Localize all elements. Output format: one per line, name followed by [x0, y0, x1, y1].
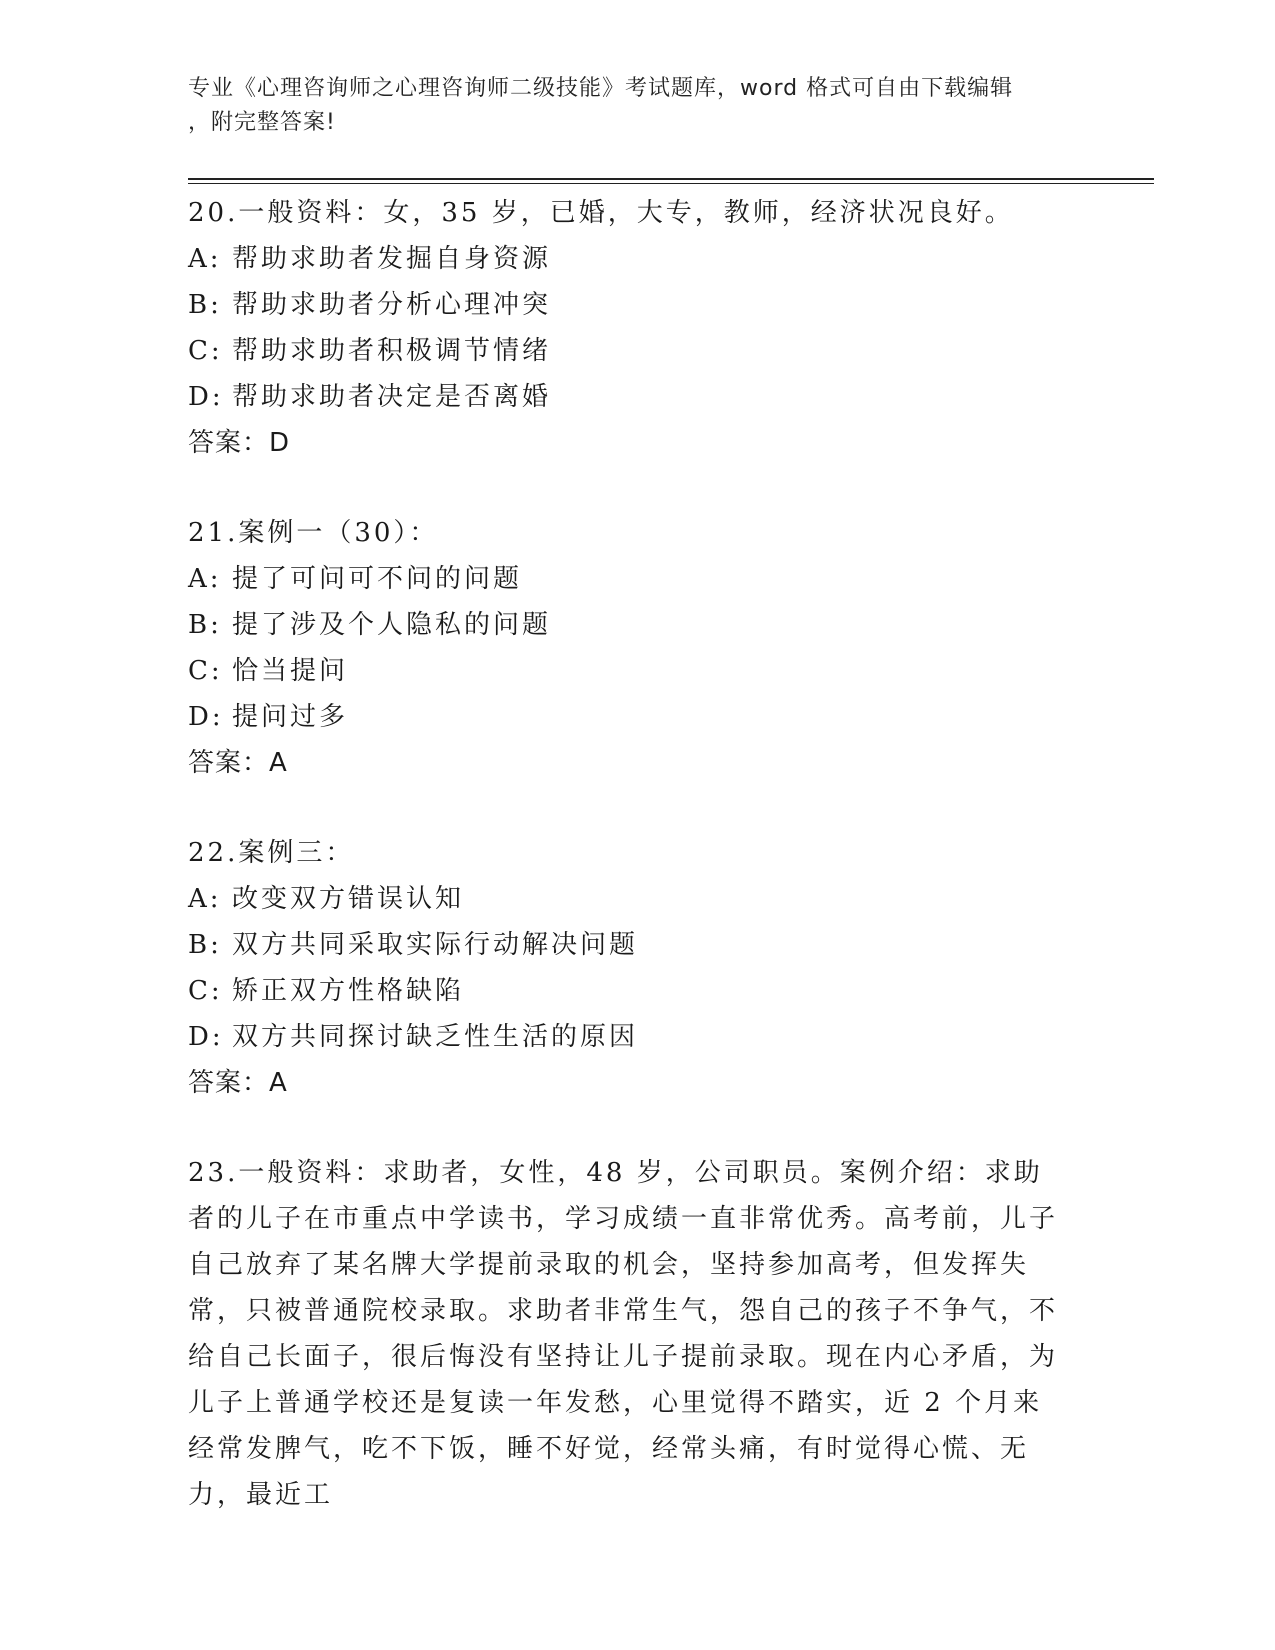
option-text: 双方共同采取实际行动解决问题	[232, 930, 639, 960]
answer-line: 答案：A	[188, 748, 288, 778]
option-text: 帮助求助者决定是否离婚	[232, 382, 552, 412]
header-rule-thin	[188, 183, 1154, 184]
header-rule-thick	[188, 178, 1154, 180]
option-text: 帮助求助者分析心理冲突	[232, 290, 552, 320]
option-text: 恰当提问	[232, 656, 349, 686]
question-23	[188, 1150, 1088, 1518]
option-text: 矫正双方性格缺陷	[232, 976, 465, 1006]
option-key: A:	[188, 564, 222, 594]
option-key: B:	[188, 290, 222, 320]
option-text: 改变双方错误认知	[232, 884, 465, 914]
option-text: 提了涉及个人隐私的问题	[232, 610, 552, 640]
question-list	[188, 190, 1088, 1562]
header-line-1: 专业《心理咨询师之心理咨询师二级技能》考试题库，word 格式可自由下载编辑	[188, 76, 1014, 101]
option-a	[188, 236, 1088, 282]
question-22	[188, 830, 1088, 1106]
question-stem: 21.案例一（30）：	[188, 518, 439, 548]
option-d	[188, 694, 1088, 740]
question-20	[188, 190, 1088, 466]
option-b	[188, 282, 1088, 328]
option-key: A:	[188, 884, 222, 914]
option-a	[188, 556, 1088, 602]
option-c	[188, 968, 1088, 1014]
answer-line: 答案：A	[188, 1068, 288, 1098]
question-21	[188, 510, 1088, 786]
question-stem: 23.一般资料：求助者，女性，48 岁，公司职员。案例介绍：求助者的儿子在市重点中学读书，学习成绩一直非常优秀。高考前，儿子自己放弃了某名牌大学提前录取的机会，坚持参加高考，但发挥失常，只被普通院校录取。求助者非常生气，怨自己的孩子不争气，不给自己长面子，很后悔没有坚持让儿子提前录取。现在内心矛盾，为儿子上普通学校还是复读一年发愁，心里觉得不踏实，近 2 个月来经常发脾气，吃不下饭，睡不好觉，经常头痛，有时觉得心慌、无力，最近工	[188, 1158, 1059, 1510]
option-key: D:	[188, 702, 224, 732]
answer-line: 答案：D	[188, 428, 291, 458]
option-c	[188, 648, 1088, 694]
option-a	[188, 876, 1088, 922]
header-line-2: ，附完整答案!	[188, 110, 336, 135]
option-text: 双方共同探讨缺乏性生活的原因	[232, 1022, 639, 1052]
option-text: 帮助求助者积极调节情绪	[232, 336, 552, 366]
option-text: 提问过多	[232, 702, 349, 732]
option-key: D:	[188, 1022, 224, 1052]
option-key: C:	[188, 336, 223, 366]
option-c	[188, 328, 1088, 374]
option-text: 提了可问可不问的问题	[232, 564, 523, 594]
option-key: A:	[188, 244, 222, 274]
option-d	[188, 1014, 1088, 1060]
document-header	[188, 72, 1068, 140]
option-key: C:	[188, 656, 223, 686]
question-stem: 20.一般资料：女，35 岁，已婚，大专，教师，经济状况良好。	[188, 198, 1014, 228]
option-b	[188, 602, 1088, 648]
option-key: D:	[188, 382, 224, 412]
question-stem: 22.案例三：	[188, 838, 355, 868]
option-d	[188, 374, 1088, 420]
option-key: B:	[188, 610, 222, 640]
option-key: B:	[188, 930, 222, 960]
option-b	[188, 922, 1088, 968]
option-text: 帮助求助者发掘自身资源	[232, 244, 552, 274]
option-key: C:	[188, 976, 223, 1006]
